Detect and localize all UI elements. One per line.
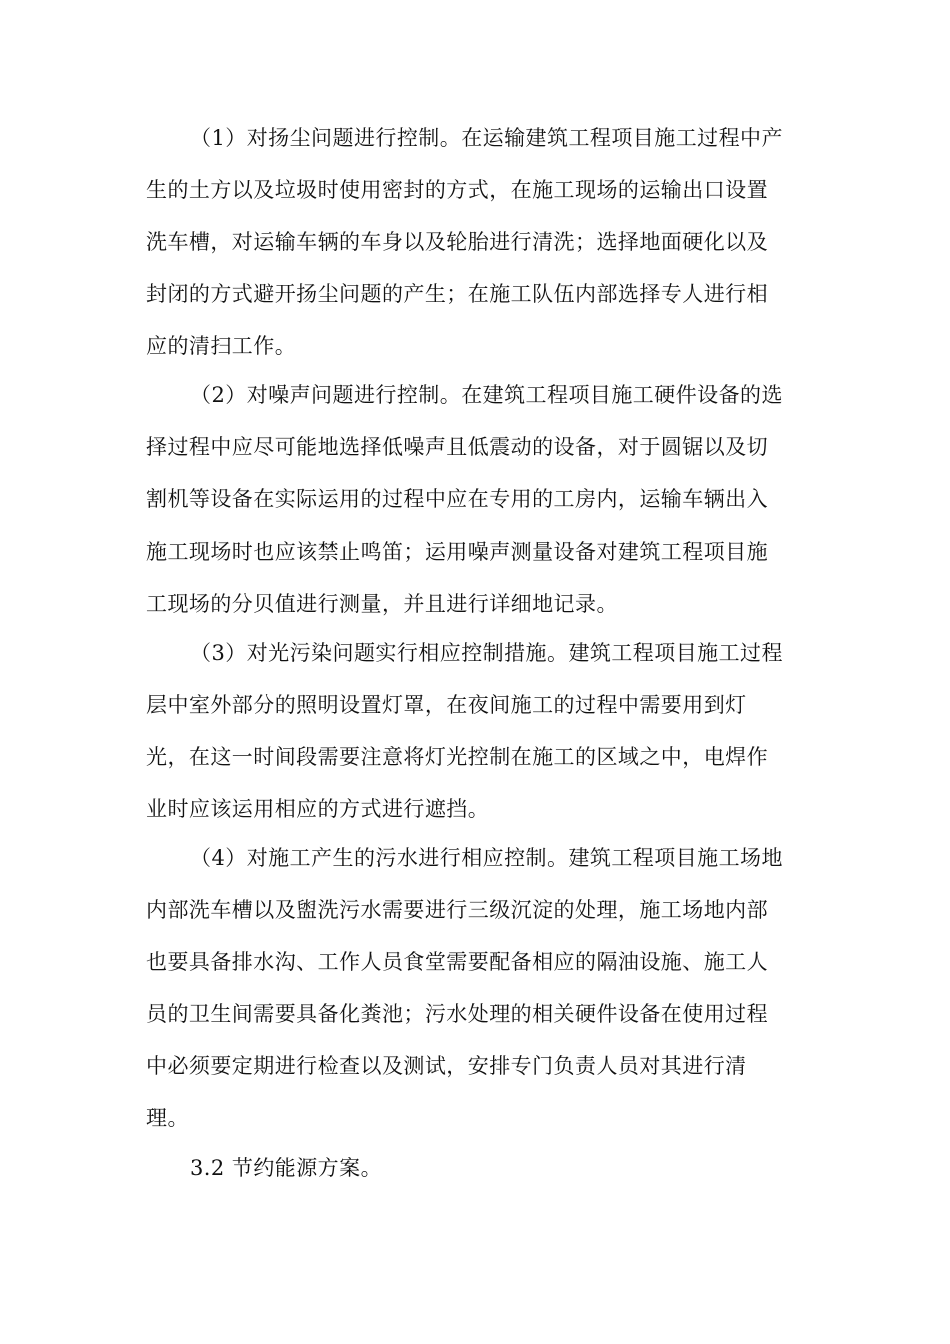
- paragraph-3-line-3: 光，在这一时间段需要注意将灯光控制在施工的区域之中，电焊作: [146, 745, 769, 769]
- paragraph-2-line-3: 割机等设备在实际运用的过程中应在专用的工房内，运输车辆出入: [146, 487, 769, 511]
- paragraph-1-line-1: （1）对扬尘问题进行控制。在运输建筑工程项目施工过程中产: [190, 126, 783, 150]
- paragraph-1-line-2: 生的土方以及垃圾时使用密封的方式，在施工现场的运输出口设置: [146, 178, 769, 202]
- paragraph-1-line-3: 洗车槽，对运输车辆的车身以及轮胎进行清洗；选择地面硬化以及: [146, 230, 769, 254]
- paragraph-2-line-1: （2）对噪声问题进行控制。在建筑工程项目施工硬件设备的选: [190, 383, 783, 407]
- paragraph-4-line-1: （4）对施工产生的污水进行相应控制。建筑工程项目施工场地: [190, 846, 783, 870]
- paragraph-2-line-4: 施工现场时也应该禁止鸣笛；运用噪声测量设备对建筑工程项目施: [146, 540, 769, 564]
- paragraph-4-line-4: 员的卫生间需要具备化粪池；污水处理的相关硬件设备在使用过程: [146, 1002, 769, 1026]
- paragraph-4-line-2: 内部洗车槽以及盥洗污水需要进行三级沉淀的处理，施工场地内部: [146, 898, 769, 922]
- paragraph-3-line-1: （3）对光污染问题实行相应控制措施。建筑工程项目施工过程: [190, 641, 783, 665]
- paragraph-1-line-4: 封闭的方式避开扬尘问题的产生；在施工队伍内部选择专人进行相: [146, 282, 769, 306]
- paragraph-2-line-5: 工现场的分贝值进行测量，并且进行详细地记录。: [146, 592, 618, 616]
- paragraph-4-line-3: 也要具备排水沟、工作人员食堂需要配备相应的隔油设施、施工人: [146, 950, 769, 974]
- paragraph-4-line-5: 中必须要定期进行检查以及测试，安排专门负责人员对其进行清: [146, 1054, 747, 1078]
- section-heading-3-2: 3.2 节约能源方案。: [190, 1156, 383, 1180]
- paragraph-2-line-2: 择过程中应尽可能地选择低噪声且低震动的设备，对于圆锯以及切: [146, 435, 769, 459]
- paragraph-3-line-2: 层中室外部分的照明设置灯罩，在夜间施工的过程中需要用到灯: [146, 693, 747, 717]
- paragraph-1-line-5: 应的清扫工作。: [146, 334, 297, 358]
- paragraph-3-line-4: 业时应该运用相应的方式进行遮挡。: [146, 797, 490, 821]
- paragraph-4-line-6: 理。: [146, 1106, 189, 1130]
